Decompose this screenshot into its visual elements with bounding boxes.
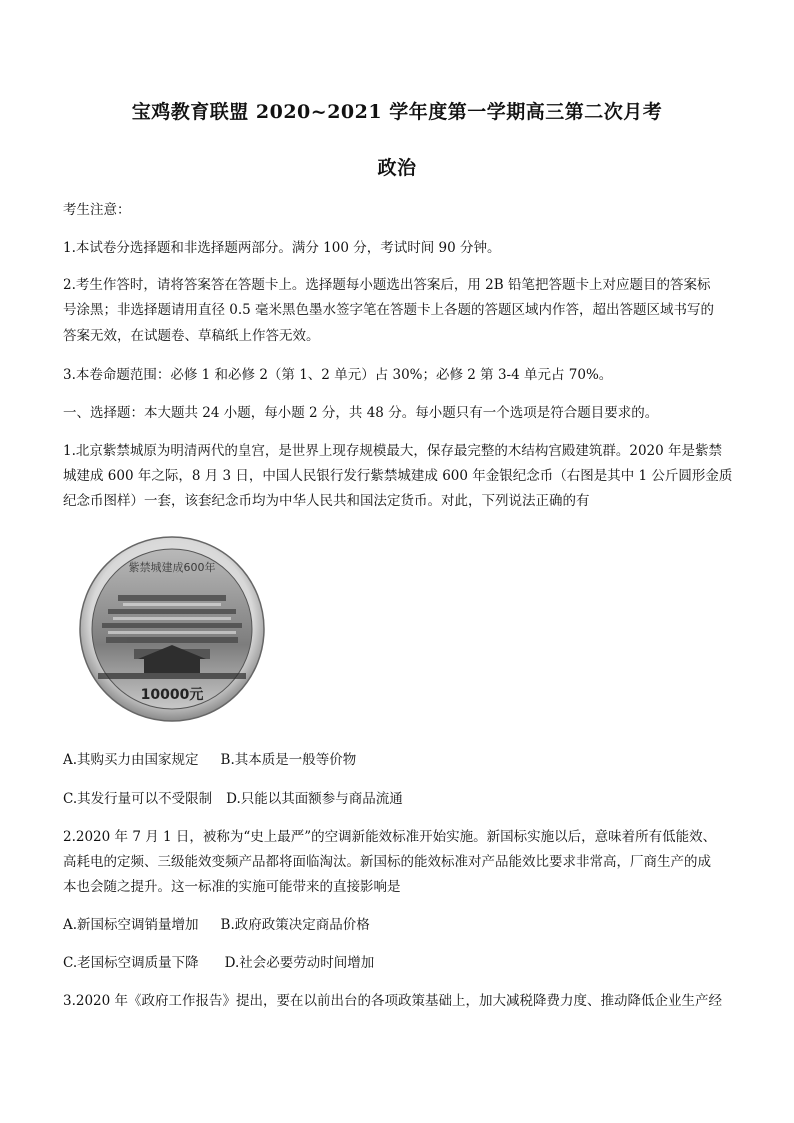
subject-title: 政治: [377, 157, 417, 179]
q1-option-d[interactable]: D.只能以其面额参与商品流通: [226, 791, 403, 807]
q3-stem-line-1: 3.2020 年《政府工作报告》提出，要在以前出台的各项政策基础上，加大减税降费力度、推动降低企业生产经: [63, 993, 723, 1009]
q2-stem-line-2: 高耗电的定频、三级能效变频产品都将面临淘汰。新国标的能效标准对产品能效比要求非常高，厂商生产的成: [63, 854, 711, 870]
exam-title: 宝鸡教育联盟 2020~2021 学年度第一学期高三第二次月考: [131, 101, 663, 123]
q1-stem-line-2: 城建成 600 年之际，8 月 3 日，中国人民银行发行紫禁城建成 600 年金银纪念币（右图是其中 1 公斤圆形金质: [63, 468, 733, 484]
q2-stem-line-1: 2.2020 年 7 月 1 日，被称为“史上最严”的空调新能效标准开始实施。新国标实施以后，意味着所有低能效、: [63, 829, 717, 845]
notice-item-2-line-1: 2.考生作答时，请将答案答在答题卡上。选择题每小题选出答案后，用 2B 铅笔把答题卡上对应题目的答案标: [63, 277, 711, 293]
q1-stem-line-1: 1.北京紫禁城原为明清两代的皇宫，是世界上现存规模最大，保存最完整的木结构宫殿建筑群。2020 年是紫禁: [63, 443, 723, 459]
q2-stem-line-3: 本也会随之提升。这一标准的实施可能带来的直接影响是: [63, 879, 401, 895]
commemorative-coin-image: [78, 535, 266, 723]
q1-stem-line-3: 纪念币图样）一套，该套纪念币均为中华人民共和国法定货币。对此，下列说法正确的有: [63, 493, 590, 509]
q2-option-d[interactable]: D.社会必要劳动时间增加: [224, 955, 375, 971]
notice-item-1: 1.本试卷分选择题和非选择题两部分。满分 100 分，考试时间 90 分钟。: [63, 240, 501, 256]
notice-heading: 考生注意：: [63, 202, 131, 218]
coin-top-inscription: 紫禁城建成600年: [128, 561, 216, 574]
q1-option-c[interactable]: C.其发行量可以不受限制: [63, 791, 213, 807]
notice-item-3: 3.本卷命题范围：必修 1 和必修 2（第 1、2 单元）占 30%；必修 2 第 3-4 单元占 70%。: [63, 367, 613, 383]
q2-option-b[interactable]: B.政府政策决定商品价格: [220, 917, 370, 933]
q1-option-b[interactable]: B.其本质是一般等价物: [220, 752, 357, 768]
q2-option-c[interactable]: C.老国标空调质量下降: [63, 955, 199, 971]
q1-options-row-2: [63, 790, 403, 808]
q2-options-row-1: [63, 916, 370, 934]
q2-options-row-2: [63, 954, 374, 972]
q2-option-a[interactable]: A.新国标空调销量增加: [63, 917, 199, 933]
notice-item-2-line-2: 号涂黑；非选择题请用直径 0.5 毫米黑色墨水签字笔在答题卡上各题的答题区域内作答，超出答题区域书写的: [63, 302, 715, 318]
section-heading: 一、选择题：本大题共 24 小题，每小题 2 分，共 48 分。每小题只有一个选项是符合题目要求的。: [63, 405, 659, 421]
notice-item-2-line-3: 答案无效，在试题卷、草稿纸上作答无效。: [63, 328, 320, 344]
q1-option-a[interactable]: A.其购买力由国家规定: [63, 752, 199, 768]
coin-denomination: 10000元: [140, 687, 204, 703]
q1-options-row-1: [63, 751, 356, 769]
